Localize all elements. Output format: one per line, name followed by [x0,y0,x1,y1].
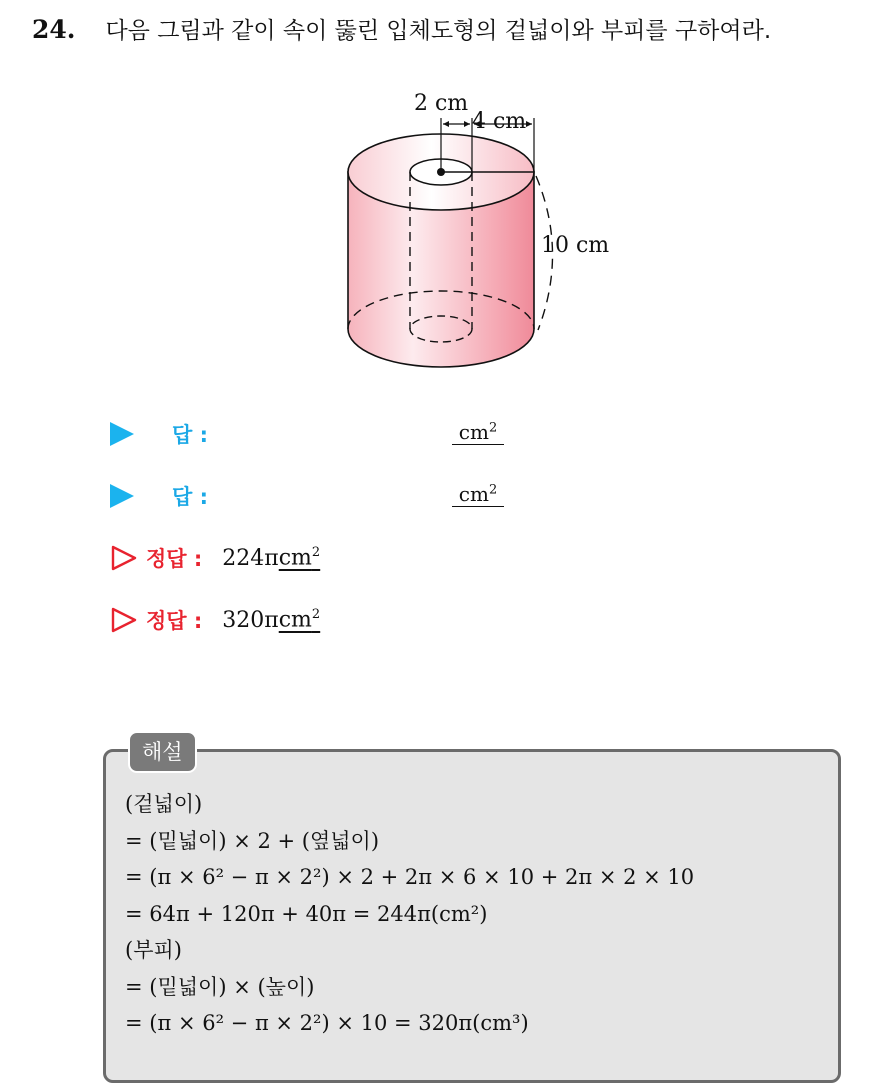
correct-label: 정답 : [146,609,203,633]
outline-triangle-icon [110,606,138,634]
correct-label: 정답 : [146,547,203,571]
solution-line: = (π × 6² − π × 2²) × 10 = 320π(cm³) [125,1011,529,1035]
problem-statement: 다음 그림과 같이 속이 뚫린 입체도형의 겉넓이와 부피를 구하여라. [105,18,772,44]
correct-value: 320π [222,607,279,633]
correct-unit: $cm^2$ [278,607,321,633]
play-triangle-icon [110,484,134,508]
correct-answer-row-2 [110,600,320,640]
solution-line: = (π × 6² − π × 2²) × 2 + 2π × 6 × 10 + 2π × 2 × 10 [125,865,695,889]
label-outer-width: 4 cm [472,109,527,134]
answer-blank-2[interactable]: $cm^2$ [452,482,504,507]
problem-header [32,12,771,45]
label-height: 10 cm [541,233,610,258]
hollow-cylinder-figure [330,84,630,384]
solution-lines [125,786,694,1042]
correct-unit: $cm^2$ [278,545,321,571]
solution-line: = 64π + 120π + 40π = 244π(cm²) [125,901,488,926]
answer-blank-1[interactable]: $cm^2$ [452,420,504,445]
solution-line: = (밑넓이) × 2 + (옆넓이) [125,828,380,853]
answer-label: 답 : [172,485,208,509]
solution-line: (부피) [125,938,182,962]
play-triangle-icon [110,422,134,446]
problem-number: 24. [32,15,76,44]
solution-line: = (밑넓이) × (높이) [125,974,315,999]
outline-triangle-icon [110,544,138,572]
answer-label: 답 : [172,423,208,447]
answer-row-1 [110,414,208,454]
correct-answer-row-1 [110,538,320,578]
solution-tag: 해설 [128,731,197,773]
correct-value: 224π [222,545,279,571]
label-inner-radius: 2 cm [414,91,469,116]
solution-line: (겉넓이) [125,792,203,816]
answer-row-2 [110,476,208,516]
